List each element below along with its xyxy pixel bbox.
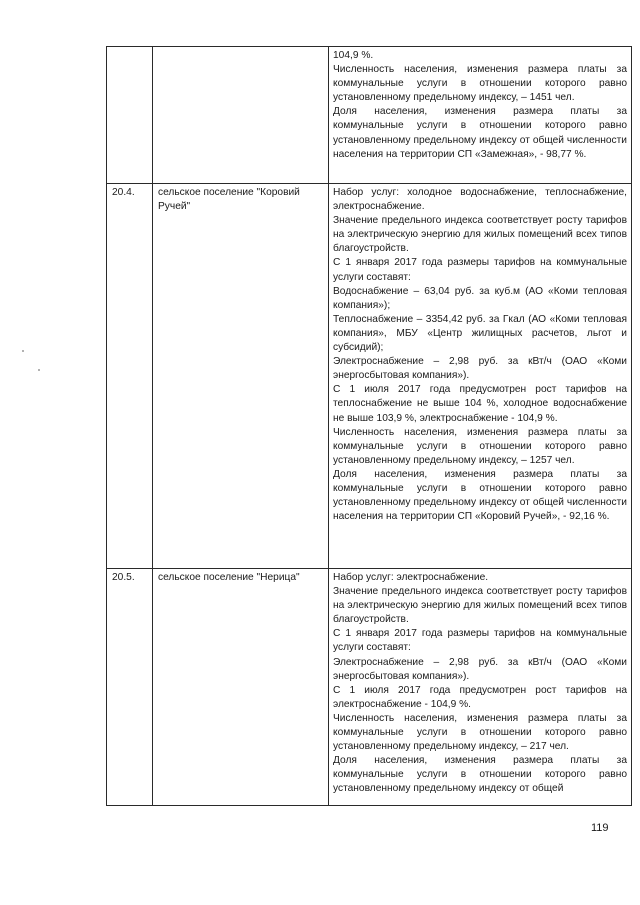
paragraph: Доля населения, изменения размера платы за коммунальные услуги в отношении которого равно установленному предельному индексу от общей <box>333 755 627 795</box>
paragraph: Доля населения, изменения размера платы за коммунальные услуги в отношении которого равно установленному предельному индексу от общей численности населения на территории СП «Замежная», - 98,77 %. <box>333 106 627 160</box>
paragraph: Численность населения, изменения размера платы за коммунальные услуги в отношении которого равно установленному предельному индексу, – 1451 чел. <box>333 64 627 104</box>
table-row <box>107 569 632 806</box>
row-number-cell: 20.5. <box>107 569 153 806</box>
paragraph: С 1 июля 2017 года предусмотрен рост тарифов на теплоснабжение не выше 104 %, холодное водоснабжение не выше 103,9 %, электроснабжение - 104,9 %. <box>333 384 627 424</box>
description-cell <box>329 569 632 806</box>
table-row <box>107 47 632 184</box>
settlement-name-cell: сельское поселение "Коровий Ручей" <box>153 184 329 569</box>
paragraph: С 1 июля 2017 года предусмотрен рост тарифов на электроснабжение - 104,9 %. <box>333 684 627 710</box>
settlement-name-cell <box>153 47 329 184</box>
description-cell <box>329 47 632 184</box>
description-cell <box>329 184 632 569</box>
page-number: 119 <box>591 822 609 834</box>
paragraph: Значение предельного индекса соответствует росту тарифов на электрическую энергию для жилых помещений всех типов благоустройств. <box>333 215 627 255</box>
paragraph: Доля населения, изменения размера платы за коммунальные услуги в отношении которого равно установленному предельному индексу от общей численности населения на территории СП «Коровий Ручей», - 92,16 %. <box>333 468 627 523</box>
paragraph: Значение предельного индекса соответствует росту тарифов на электрическую энергию для жилых помещений всех типов благоустройств. <box>333 586 627 626</box>
paragraph: Численность населения, изменения размера платы за коммунальные услуги в отношении которого равно установленному предельному индексу, – 217 чел. <box>333 712 627 753</box>
paragraph: Электроснабжение – 2,98 руб. за кВт/ч (ОАО «Коми энергосбытовая компания»). <box>333 356 627 382</box>
paragraph: 104,9 %. <box>333 50 374 61</box>
paragraph: Набор услуг: электроснабжение. <box>333 572 489 583</box>
settlement-name-cell: сельское поселение "Нерица" <box>153 569 329 806</box>
tariff-table <box>106 46 632 806</box>
row-number-cell: 20.4. <box>107 184 153 569</box>
scan-speck <box>38 369 40 371</box>
row-number-cell <box>107 47 153 184</box>
paragraph: Численность населения, изменения размера платы за коммунальные услуги в отношении которого равно установленному предельному индексу, – 1257 чел. <box>333 426 627 466</box>
paragraph: Электроснабжение – 2,98 руб. за кВт/ч (ОАО «Коми энергосбытовая компания»). <box>333 656 627 682</box>
paragraph: Набор услуг: холодное водоснабжение, теплоснабжение, электроснабжение. <box>333 187 627 213</box>
paragraph: Теплоснабжение – 3354,42 руб. за Гкал (АО «Коми тепловая компания», МБУ «Центр жилищных расчетов, льгот и субсидий); <box>333 313 627 354</box>
paragraph: Водоснабжение – 63,04 руб. за куб.м (АО «Коми тепловая компания»); <box>333 285 627 311</box>
paragraph: С 1 января 2017 года размеры тарифов на коммунальные услуги составят: <box>333 257 627 283</box>
scan-speck <box>22 350 24 352</box>
paragraph: С 1 января 2017 года размеры тарифов на коммунальные услуги составят: <box>333 628 627 654</box>
table-row <box>107 184 632 569</box>
